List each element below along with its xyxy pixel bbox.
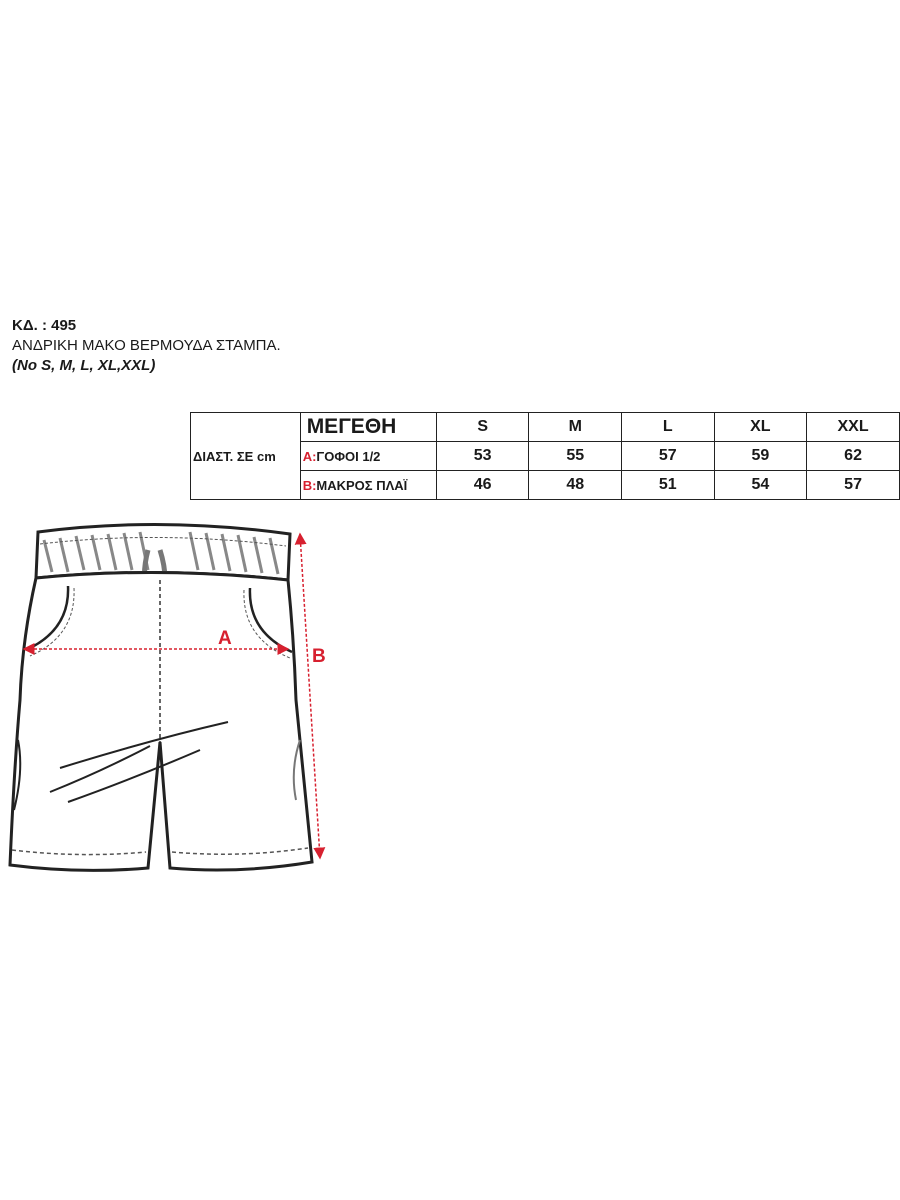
row-label-b [300,471,436,500]
shorts-diagram [0,510,360,890]
table-row [191,413,900,442]
dimensions-label: ΔΙΑΣΤ. ΣΕ cm [191,413,301,500]
size-title: ΜΕΓΕΘΗ [300,413,436,442]
row-label-text-b: ΜΑΚΡΟΣ ΠΛΑΪ [316,477,408,493]
size-header-l: L [622,413,715,442]
value-cell: 46 [436,471,529,500]
row-key-a: A: [302,448,317,464]
size-header-xl: XL [714,413,807,442]
row-label-a [300,442,436,471]
size-header-xxl: XXL [807,413,900,442]
shorts-outline [10,572,312,870]
product-code: ΚΔ. : 495 [12,317,77,334]
label-a: A [218,628,232,649]
value-cell: 59 [714,442,807,471]
row-key-b: B: [302,477,317,493]
row-label-text-a: ΓΟΦΟΙ 1/2 [316,448,381,464]
value-cell: 51 [622,471,715,500]
product-header [12,316,281,376]
value-cell: 54 [714,471,807,500]
value-cell: 55 [529,442,622,471]
size-header-m: M [529,413,622,442]
label-b: B [312,646,326,667]
value-cell: 57 [622,442,715,471]
value-cell: 57 [807,471,900,500]
product-description: ΑΝΔΡΙΚΗ ΜΑΚΟ ΒΕΡΜΟΥΔΑ ΣΤΑΜΠΑ. [12,337,281,354]
size-chart-table [190,412,900,500]
size-header-s: S [436,413,529,442]
value-cell: 62 [807,442,900,471]
sizes-note: (No S, M, L, XL,XXL) [12,357,156,374]
value-cell: 48 [529,471,622,500]
value-cell: 53 [436,442,529,471]
